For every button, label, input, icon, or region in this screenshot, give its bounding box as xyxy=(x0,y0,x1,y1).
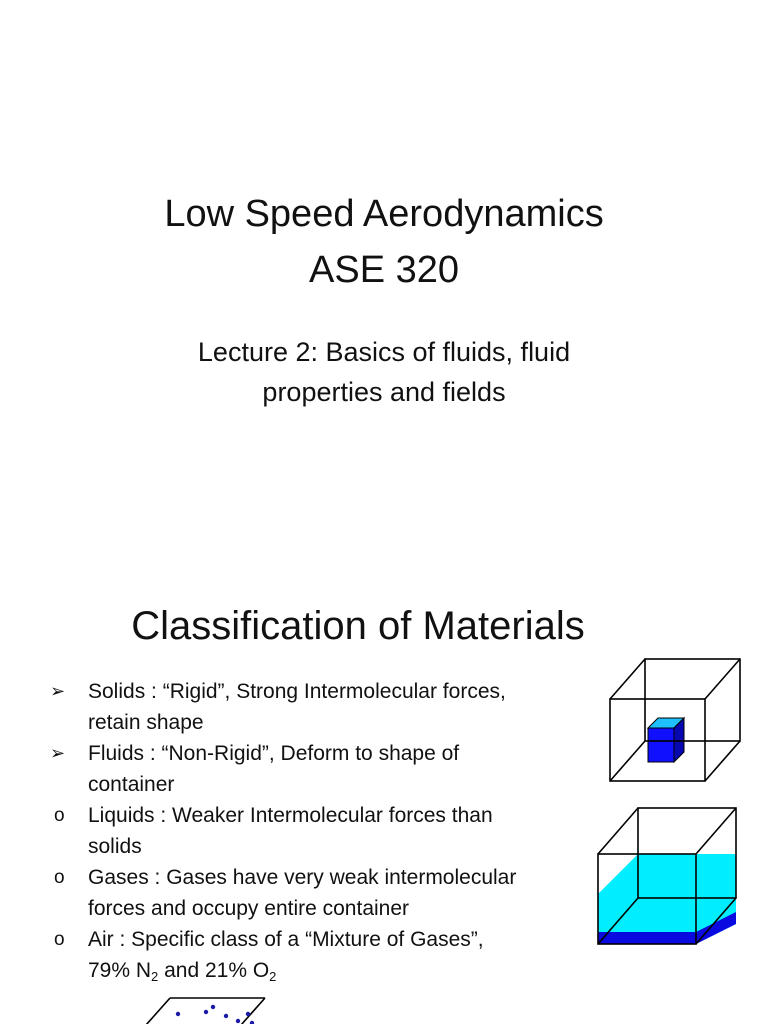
bullet-text-line: Air : Specific class of a “Mixture of Gases”, xyxy=(88,928,484,951)
solid-cube-diagram xyxy=(600,654,750,786)
subtitle xyxy=(0,332,768,412)
slide-heading: Classification of Materials xyxy=(131,604,585,648)
bullet-text-line: retain shape xyxy=(88,711,204,734)
bullet-text-line: container xyxy=(88,773,175,796)
circle-bullet-icon: o xyxy=(54,929,65,950)
bullet-text-line: Solids : “Rigid”, Strong Intermolecular forces, xyxy=(88,680,506,703)
gas-molecules xyxy=(176,1005,254,1024)
wireframe-box xyxy=(138,998,265,1024)
bullet-air xyxy=(0,924,580,986)
liquid-base xyxy=(598,932,696,944)
bullet-text-line: forces and occupy entire container xyxy=(88,897,410,920)
bullet-gases xyxy=(0,862,580,924)
arrow-bullet-icon: ➢ xyxy=(50,743,66,763)
bullet-text-line: solids xyxy=(88,835,142,858)
bullet-text-line: Fluids : “Non-Rigid”, Deform to shape of xyxy=(88,742,460,765)
circle-bullet-icon: o xyxy=(54,805,65,826)
gas-container-diagram xyxy=(130,992,280,1024)
subtitle-line-2: properties and fields xyxy=(262,377,506,407)
liquid-container-diagram xyxy=(590,800,750,950)
title-line-2: ASE 320 xyxy=(309,249,459,291)
bullet-list xyxy=(0,676,580,986)
bullet-text-line: Liquids : Weaker Intermolecular forces than xyxy=(88,804,493,827)
title-line-1: Low Speed Aerodynamics xyxy=(164,193,604,235)
arrow-bullet-icon: ➢ xyxy=(50,681,66,701)
bullet-liquids xyxy=(0,800,580,862)
circle-bullet-icon: o xyxy=(54,867,65,888)
bullet-text-line: 79% $N_2$ and 21% $O_2$ xyxy=(88,959,277,984)
classification-slide xyxy=(0,560,768,1024)
solid-block xyxy=(648,728,674,762)
bullet-text-line: Gases : Gases have very weak intermolecular xyxy=(88,866,517,889)
subtitle-line-1: Lecture 2: Basics of fluids, fluid xyxy=(197,337,571,367)
bullet-solids xyxy=(0,676,580,738)
bullet-fluids xyxy=(0,738,580,800)
